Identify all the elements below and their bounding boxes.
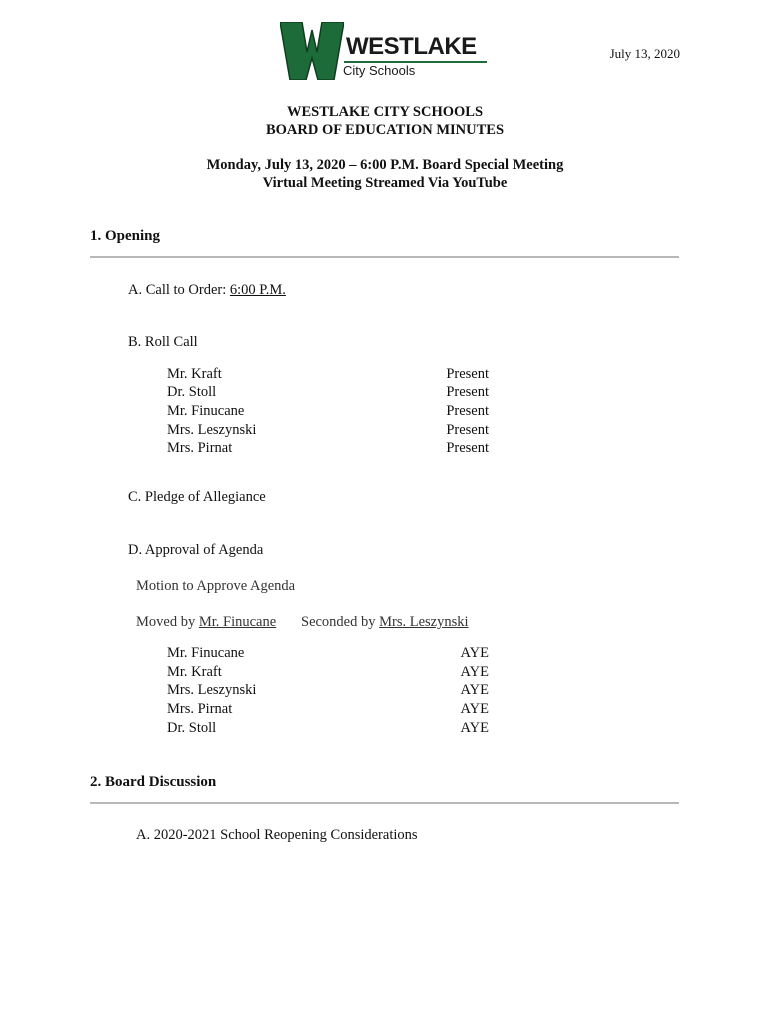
roll-call-row bbox=[167, 365, 489, 384]
roll-call-row bbox=[167, 383, 489, 402]
voter-name: Mrs. Leszynski bbox=[167, 682, 257, 698]
logo-subtext: City Schools bbox=[343, 63, 416, 78]
roll-call-label: B. Roll Call bbox=[128, 334, 198, 350]
motion-text: Motion to Approve Agenda bbox=[136, 578, 296, 594]
member-status: Present bbox=[446, 403, 489, 419]
vote-row bbox=[167, 663, 489, 682]
call-to-order-time: 6:00 P.M. bbox=[229, 282, 286, 298]
document-date: July 13, 2020 bbox=[609, 46, 680, 61]
section-board-discussion-heading: 2. Board Discussion bbox=[90, 774, 217, 790]
vote-value: AYE bbox=[460, 701, 489, 717]
district-logo bbox=[280, 22, 492, 82]
vote-row bbox=[167, 719, 489, 738]
call-to-order bbox=[128, 282, 286, 299]
pledge-of-allegiance: C. Pledge of Allegiance bbox=[128, 489, 266, 505]
member-name: Mr. Kraft bbox=[167, 366, 222, 382]
westlake-w-logo-icon bbox=[280, 22, 344, 80]
voter-name: Mrs. Pirnat bbox=[167, 701, 233, 717]
vote-value: AYE bbox=[460, 664, 489, 680]
member-status: Present bbox=[446, 422, 489, 438]
vote-value: AYE bbox=[460, 720, 489, 736]
member-status: Present bbox=[446, 440, 489, 456]
vote-value: AYE bbox=[460, 645, 489, 661]
member-name: Dr. Stoll bbox=[167, 384, 217, 400]
member-name: Mrs. Leszynski bbox=[167, 422, 257, 438]
approval-of-agenda-label: D. Approval of Agenda bbox=[128, 542, 264, 558]
section-divider bbox=[90, 802, 679, 804]
roll-call-row bbox=[167, 402, 489, 421]
moved-by-name: Mr. Finucane bbox=[198, 614, 277, 630]
vote-value: AYE bbox=[460, 682, 489, 698]
seconded-by bbox=[301, 614, 469, 631]
voter-name: Mr. Kraft bbox=[167, 664, 222, 680]
section-divider bbox=[90, 256, 679, 258]
meeting-date-line: Monday, July 13, 2020 – 6:00 P.M. Board Special Meeting bbox=[206, 157, 564, 173]
vote-row bbox=[167, 700, 489, 719]
moved-by bbox=[136, 614, 276, 631]
vote-row bbox=[167, 644, 489, 663]
member-status: Present bbox=[446, 366, 489, 382]
seconded-by-label: Seconded by bbox=[301, 614, 380, 630]
vote-row bbox=[167, 681, 489, 700]
meeting-venue-line: Virtual Meeting Streamed Via YouTube bbox=[262, 175, 508, 191]
section-opening-heading: 1. Opening bbox=[90, 228, 161, 244]
voter-name: Mr. Finucane bbox=[167, 645, 245, 661]
title-line-1: WESTLAKE CITY SCHOOLS bbox=[286, 104, 484, 120]
member-status: Present bbox=[446, 384, 489, 400]
logo-text: WESTLAKE bbox=[346, 33, 477, 60]
member-name: Mr. Finucane bbox=[167, 403, 245, 419]
seconded-by-name: Mrs. Leszynski bbox=[379, 614, 469, 630]
roll-call-row bbox=[167, 439, 489, 458]
member-name: Mrs. Pirnat bbox=[167, 440, 233, 456]
moved-by-label: Moved by bbox=[136, 614, 199, 630]
voter-name: Dr. Stoll bbox=[167, 720, 217, 736]
call-to-order-label: A. Call to Order: bbox=[128, 282, 230, 298]
title-line-2: BOARD OF EDUCATION MINUTES bbox=[265, 122, 505, 138]
roll-call-row bbox=[167, 421, 489, 440]
discussion-item-a: A. 2020-2021 School Reopening Considerations bbox=[136, 827, 418, 843]
